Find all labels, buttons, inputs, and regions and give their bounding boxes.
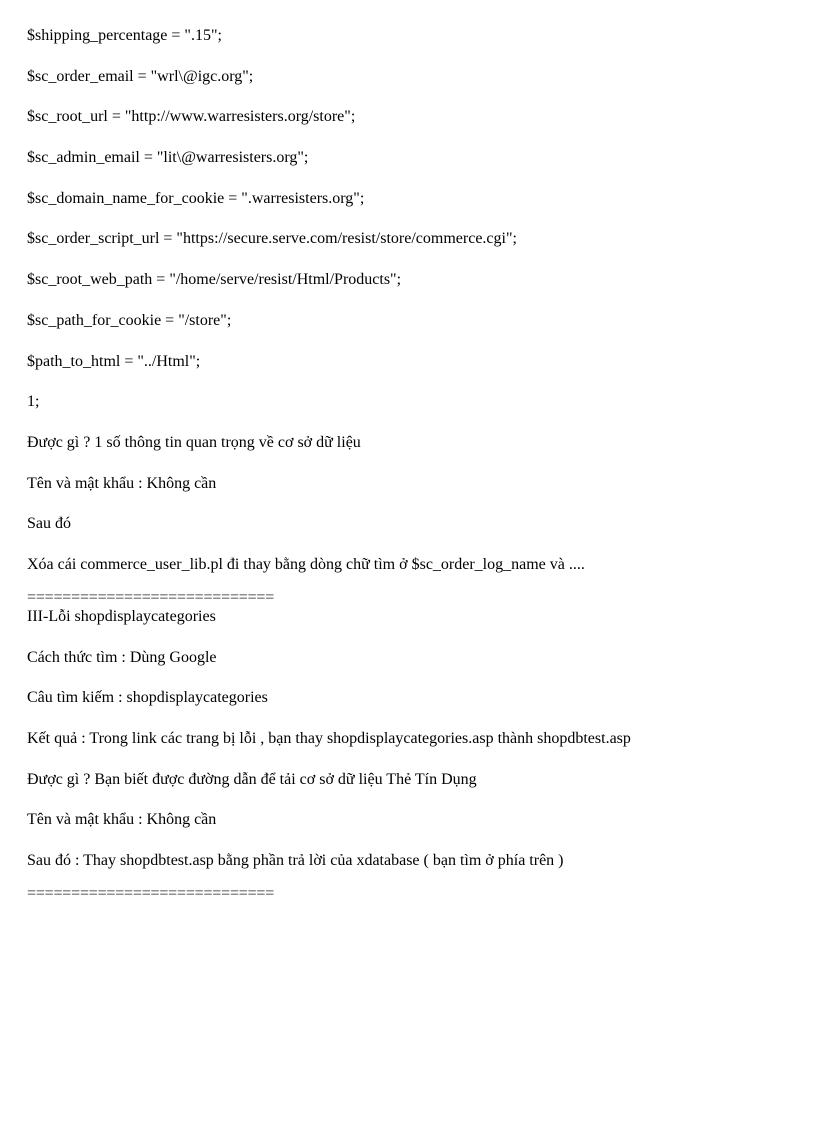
text-line: Cách thức tìm : Dùng Google xyxy=(27,648,217,666)
text-line: Sau đó : Thay shopdbtest.asp bằng phần trả lời của xdatabase ( bạn tìm ở phía trên ) xyxy=(27,852,564,870)
separator-line: ============================ xyxy=(27,588,275,606)
text-line: Xóa cái commerce_user_lib.pl đi thay bằng dòng chữ tìm ở $sc_order_log_name và .... xyxy=(27,555,585,573)
text-line: $shipping_percentage = ".15"; xyxy=(27,27,222,44)
text-line: $sc_root_url = "http://www.warresisters.org/store"; xyxy=(27,108,356,126)
separator-line: ============================ xyxy=(27,885,275,903)
text-line: 1; xyxy=(27,393,40,411)
document-page xyxy=(27,27,797,903)
text-line: $sc_order_script_url = "https://secure.serve.com/resist/store/commerce.cgi"; xyxy=(27,230,517,248)
text-line: Được gì ? 1 số thông tin quan trọng về cơ sở dữ liệu xyxy=(27,433,361,451)
text-line: $sc_order_email = "wrl\@igc.org"; xyxy=(27,67,254,85)
text-line: Được gì ? Bạn biết được đường dẫn để tải cơ sở dữ liệu Thẻ Tín Dụng xyxy=(27,770,477,788)
text-line: Kết quả : Trong link các trang bị lỗi , bạn thay shopdisplaycategories.asp thành shopdbtest.asp xyxy=(27,730,631,747)
section-heading: III-Lỗi shopdisplaycategories xyxy=(27,607,216,625)
text-line: $sc_root_web_path = "/home/serve/resist/Html/Products"; xyxy=(27,271,402,289)
text-line: $path_to_html = "../Html"; xyxy=(27,352,201,370)
text-line: Sau đó xyxy=(27,515,71,533)
text-line: $sc_domain_name_for_cookie = ".warresisters.org"; xyxy=(27,189,365,207)
text-line: Tên và mật khẩu : Không cần xyxy=(27,811,217,829)
text-line: Câu tìm kiếm : shopdisplaycategories xyxy=(27,689,268,707)
text-line: $sc_path_for_cookie = "/store"; xyxy=(27,311,232,329)
text-line: Tên và mật khẩu : Không cần xyxy=(27,474,217,492)
text-line: $sc_admin_email = "lit\@warresisters.org"; xyxy=(27,149,309,167)
